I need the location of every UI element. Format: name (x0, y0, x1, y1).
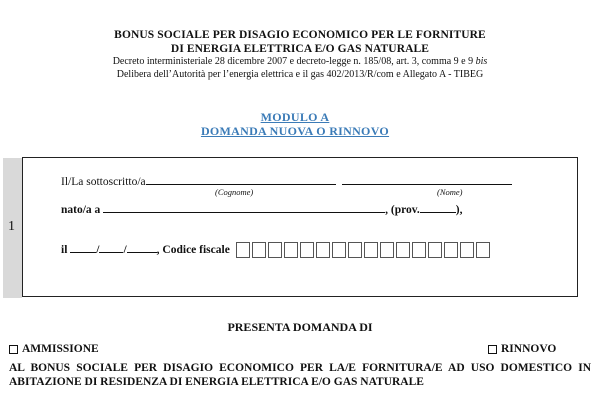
date-separator: / (96, 244, 100, 256)
province-label: , (prov. (385, 204, 420, 216)
date-label: il (61, 244, 68, 256)
admission-label: AMMISSIONE (22, 343, 99, 355)
application-heading: PRESENTA DOMANDA DI (227, 320, 373, 334)
fiscal-code-char-box[interactable] (252, 242, 266, 258)
birthplace-row (61, 202, 463, 216)
renewal-checkbox[interactable] (488, 345, 497, 354)
birthplace-field[interactable] (103, 202, 385, 213)
fiscal-code-char-box[interactable] (396, 242, 410, 258)
fiscal-code-input[interactable] (236, 242, 490, 258)
surname-hint: (Cognome) (215, 187, 254, 197)
admission-checkbox[interactable] (9, 345, 18, 354)
fiscal-code-char-box[interactable] (332, 242, 346, 258)
date-separator: / (123, 244, 127, 256)
fiscal-code-label: , Codice fiscale (156, 244, 230, 256)
fiscal-code-char-box[interactable] (316, 242, 330, 258)
renewal-label: RINNOVO (501, 343, 557, 355)
undersigned-label: Il/La sottoscritto/a (61, 176, 146, 188)
fiscal-code-char-box[interactable] (268, 242, 282, 258)
province-close: ), (455, 204, 463, 216)
form-name: MODULO A (260, 110, 330, 124)
document-title-line-1: BONUS SOCIALE PER DISAGIO ECONOMICO PER LE FORNITURE (114, 29, 486, 41)
document-title-line-2: DI ENERGIA ELETTRICA E/O GAS NATURALE (170, 43, 430, 55)
fiscal-code-char-box[interactable] (444, 242, 458, 258)
section-number: 1 (8, 219, 15, 234)
fiscal-code-char-box[interactable] (428, 242, 442, 258)
birth-day-field[interactable] (70, 242, 96, 253)
fiscal-code-char-box[interactable] (460, 242, 474, 258)
province-field[interactable] (420, 202, 456, 213)
fiscal-code-char-box[interactable] (380, 242, 394, 258)
date-fiscal-row (61, 242, 490, 258)
option-renewal[interactable] (488, 343, 556, 355)
first-name-field[interactable] (342, 174, 512, 185)
first-name-hint: (Nome) (437, 187, 463, 197)
birth-year-field[interactable] (127, 242, 157, 253)
form-heading (0, 110, 590, 138)
surname-field[interactable] (146, 174, 336, 185)
bonus-description: AL BONUS SOCIALE PER DISAGIO ECONOMICO PER LA/E FORNITURA/E AD USO DOMESTICO IN ABITAZIONE DI RESIDENZA DI ENERGIA ELETTRICA E/O GAS NATURALE (9, 362, 591, 388)
fiscal-code-char-box[interactable] (364, 242, 378, 258)
fiscal-code-char-box[interactable] (284, 242, 298, 258)
born-label: nato/a a (61, 204, 101, 216)
option-admission[interactable] (9, 343, 99, 355)
undersigned-row (61, 174, 512, 188)
form-subtitle: DOMANDA NUOVA O RINNOVO (200, 124, 390, 138)
decree-reference: Decreto interministeriale 28 dicembre 2007 e decreto-legge n. 185/08, art. 3, comma 9 e 9 bis (112, 56, 488, 67)
decree-reference-italic: bis (475, 56, 488, 67)
deliberation-reference: Delibera dell’Autorità per l’energia elettrica e il gas 402/2013/R/com e Allegato A - TIBEG (116, 68, 484, 80)
fiscal-code-char-box[interactable] (236, 242, 250, 258)
fiscal-code-char-box[interactable] (348, 242, 362, 258)
applicant-details-section (22, 157, 578, 297)
document-header (0, 0, 600, 81)
fiscal-code-char-box[interactable] (300, 242, 314, 258)
fiscal-code-char-box[interactable] (412, 242, 426, 258)
fiscal-code-char-box[interactable] (476, 242, 490, 258)
birth-month-field[interactable] (99, 242, 123, 253)
